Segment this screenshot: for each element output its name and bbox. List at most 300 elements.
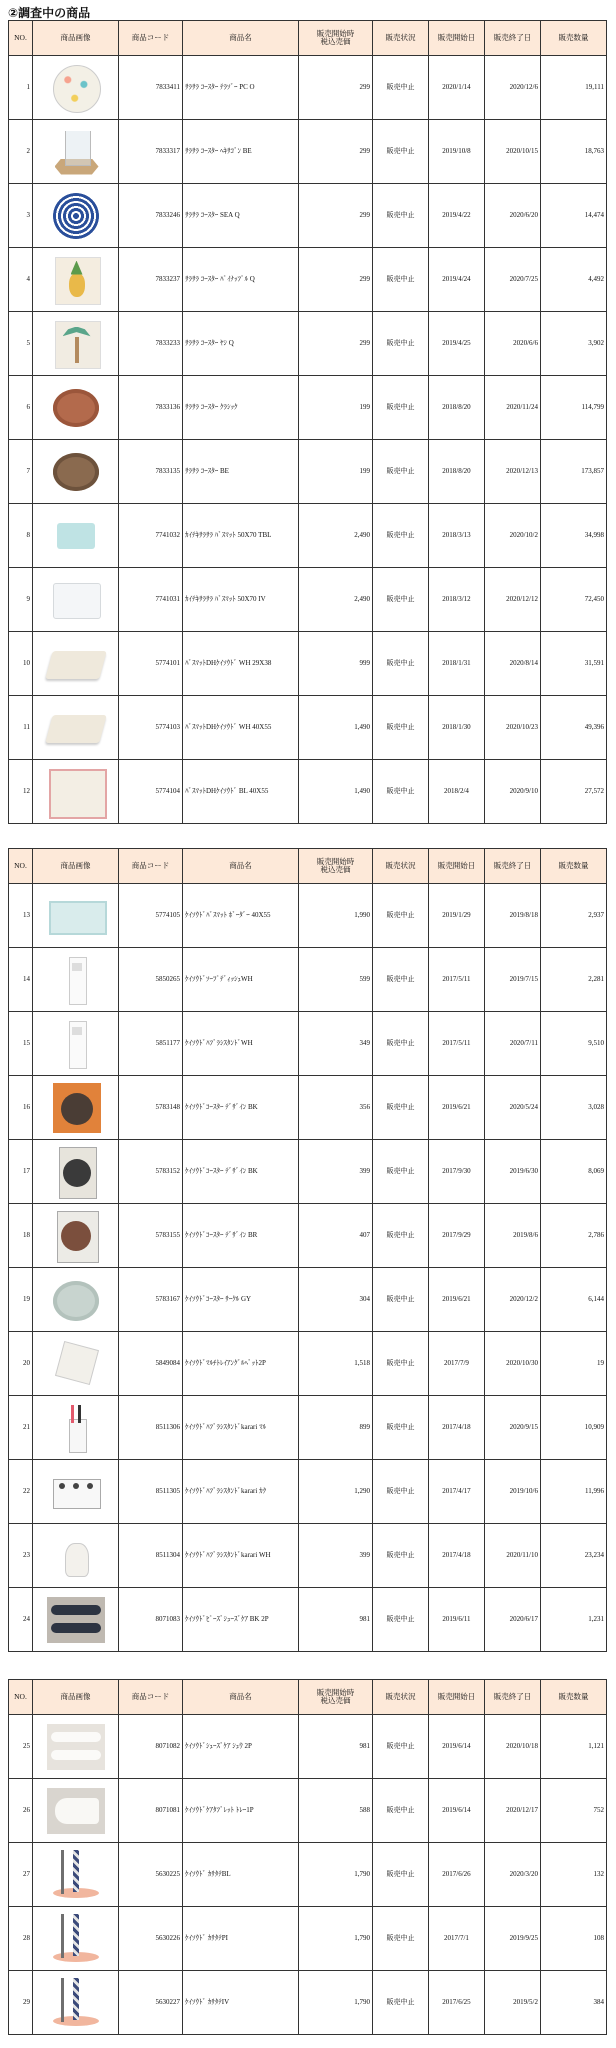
product-image-cell (33, 948, 119, 1012)
cell-qty: 23,234 (541, 1524, 607, 1588)
column-header-price: 販売開始時 税込売価 (299, 1680, 373, 1715)
cell-end-date: 2020/9/10 (485, 760, 541, 824)
cell-price: 981 (299, 1588, 373, 1652)
column-header-image: 商品画像 (33, 849, 119, 884)
cell-start-date: 2018/2/4 (429, 760, 485, 824)
product-image-cell (33, 376, 119, 440)
cell-status: 販売中止 (373, 1140, 429, 1204)
column-header-code: 商品コード (119, 21, 183, 56)
product-image-cell (33, 1204, 119, 1268)
cell-price: 399 (299, 1524, 373, 1588)
cell-code: 8071083 (119, 1588, 183, 1652)
cell-code: 7833135 (119, 440, 183, 504)
cell-price: 1,490 (299, 760, 373, 824)
cell-status: 販売中止 (373, 1268, 429, 1332)
product-image-cell (33, 1715, 119, 1779)
table-row (9, 1012, 607, 1076)
white-round-stand-image (45, 1529, 107, 1583)
cell-name: ｹｲｿｳﾄﾞｺｰｽﾀｰ ﾃﾞｻﾞｲﾝ BK (183, 1076, 299, 1140)
cell-qty: 384 (541, 1971, 607, 2035)
cell-end-date: 2019/6/30 (485, 1140, 541, 1204)
cell-status: 販売中止 (373, 1907, 429, 1971)
cell-qty: 8,069 (541, 1140, 607, 1204)
cell-status: 販売中止 (373, 1332, 429, 1396)
round-brown-coaster-image (45, 445, 107, 499)
cell-no: 22 (9, 1460, 33, 1524)
cell-start-date: 2017/7/9 (429, 1332, 485, 1396)
cell-price: 1,790 (299, 1907, 373, 1971)
cell-start-date: 2018/1/30 (429, 696, 485, 760)
toothbrush-stand-karari-image (45, 1401, 107, 1455)
cell-status: 販売中止 (373, 1588, 429, 1652)
white-bath-mat-image (45, 701, 107, 755)
table-row (9, 56, 607, 120)
cell-no: 26 (9, 1779, 33, 1843)
cell-qty: 1,231 (541, 1588, 607, 1652)
cell-status: 販売中止 (373, 440, 429, 504)
cell-start-date: 2019/6/14 (429, 1779, 485, 1843)
cell-no: 2 (9, 120, 33, 184)
table-row (9, 312, 607, 376)
cell-qty: 34,998 (541, 504, 607, 568)
cell-status: 販売中止 (373, 56, 429, 120)
cell-end-date: 2020/6/6 (485, 312, 541, 376)
cell-code: 8511305 (119, 1460, 183, 1524)
umbrella-stand-image (45, 1912, 107, 1966)
cell-start-date: 2019/4/22 (429, 184, 485, 248)
cell-code: 8511304 (119, 1524, 183, 1588)
white-block-stand-image (45, 1465, 107, 1519)
cell-start-date: 2017/9/30 (429, 1140, 485, 1204)
cell-name: ｹｲｿｳﾄﾞﾊﾞｽﾏｯﾄ ﾎﾞｰﾀﾞｰ 40X55 (183, 884, 299, 948)
cell-status: 販売中止 (373, 632, 429, 696)
cell-start-date: 2017/5/11 (429, 948, 485, 1012)
cell-end-date: 2020/6/17 (485, 1588, 541, 1652)
cell-name: ｻﾗｻﾗ ｺｰｽﾀｰ BE (183, 440, 299, 504)
column-header-price: 販売開始時 税込売価 (299, 849, 373, 884)
column-header-status: 販売状況 (373, 21, 429, 56)
cell-code: 5783167 (119, 1268, 183, 1332)
cell-end-date: 2020/3/20 (485, 1843, 541, 1907)
cell-code: 7833317 (119, 120, 183, 184)
white-bath-mat-image (45, 637, 107, 691)
cell-end-date: 2020/12/2 (485, 1268, 541, 1332)
cell-start-date: 2018/1/31 (429, 632, 485, 696)
product-image-cell (33, 1396, 119, 1460)
column-header-no: NO. (9, 21, 33, 56)
cell-start-date: 2019/6/14 (429, 1715, 485, 1779)
table-row (9, 568, 607, 632)
cell-end-date: 2020/5/24 (485, 1076, 541, 1140)
cell-name: ｻﾗｻﾗ ｺｰｽﾀｰ ﾔｼ Q (183, 312, 299, 376)
column-header-no: NO. (9, 849, 33, 884)
product-image-cell (33, 1076, 119, 1140)
umbrella-stand-image (45, 1976, 107, 2030)
cell-qty: 11,996 (541, 1460, 607, 1524)
cell-name: ﾊﾞｽﾏｯﾄDHｹｲｿｳﾄﾞ WH 29X38 (183, 632, 299, 696)
column-header-image: 商品画像 (33, 1680, 119, 1715)
round-terracotta-coaster-image (45, 381, 107, 435)
cell-name: ｻﾗｻﾗ ｺｰｽﾀｰ ﾍｷｻｺﾞﾝ BE (183, 120, 299, 184)
cell-no: 15 (9, 1012, 33, 1076)
cell-status: 販売中止 (373, 1460, 429, 1524)
cell-name: ｶｲﾃｷｻﾗｻﾗ ﾊﾞｽﾏｯﾄ 50X70 IV (183, 568, 299, 632)
cell-no: 6 (9, 376, 33, 440)
cell-price: 199 (299, 376, 373, 440)
table-row (9, 884, 607, 948)
cell-price: 2,490 (299, 504, 373, 568)
cell-start-date: 2017/5/11 (429, 1012, 485, 1076)
column-header-start-date: 販売開始日 (429, 1680, 485, 1715)
cell-name: ｹｲｿｳﾄﾞ ｶｻﾀﾃBL (183, 1843, 299, 1907)
cell-end-date: 2020/12/17 (485, 1779, 541, 1843)
framed-bath-mat-image (45, 765, 107, 819)
palm-tree-coaster-image (45, 317, 107, 371)
cell-code: 5783152 (119, 1140, 183, 1204)
table-row (9, 1715, 607, 1779)
cell-qty: 9,510 (541, 1012, 607, 1076)
table-row (9, 504, 607, 568)
table-row (9, 948, 607, 1012)
product-image-cell (33, 184, 119, 248)
cell-no: 25 (9, 1715, 33, 1779)
table-row (9, 1460, 607, 1524)
cell-name: ｻﾗｻﾗ ｺｰｽﾀｰ ﾊﾟｲﾅｯﾌﾟﾙ Q (183, 248, 299, 312)
product-image-cell (33, 696, 119, 760)
cell-code: 5783155 (119, 1204, 183, 1268)
cell-status: 販売中止 (373, 568, 429, 632)
cell-no: 11 (9, 696, 33, 760)
cell-price: 349 (299, 1012, 373, 1076)
product-image-cell (33, 632, 119, 696)
cell-no: 8 (9, 504, 33, 568)
white-tray-plate-image (45, 1784, 107, 1838)
dark-coaster-package-image (45, 1145, 107, 1199)
table-row (9, 184, 607, 248)
cell-code: 5630227 (119, 1971, 183, 2035)
cell-price: 1,518 (299, 1332, 373, 1396)
cell-no: 16 (9, 1076, 33, 1140)
soap-dish-package-image (45, 953, 107, 1007)
cell-start-date: 2019/6/21 (429, 1076, 485, 1140)
table-row (9, 1140, 607, 1204)
cell-status: 販売中止 (373, 1779, 429, 1843)
cell-start-date: 2017/4/17 (429, 1460, 485, 1524)
cell-start-date: 2019/6/11 (429, 1588, 485, 1652)
cell-name: ｶｲﾃｷｻﾗｻﾗ ﾊﾞｽﾏｯﾄ 50X70 TBL (183, 504, 299, 568)
cell-start-date: 2018/3/12 (429, 568, 485, 632)
table-row (9, 1268, 607, 1332)
cell-code: 7741031 (119, 568, 183, 632)
cell-status: 販売中止 (373, 1204, 429, 1268)
table-row (9, 760, 607, 824)
column-header-end-date: 販売終了日 (485, 21, 541, 56)
product-image-cell (33, 1971, 119, 2035)
cell-end-date: 2020/12/13 (485, 440, 541, 504)
cell-qty: 19,111 (541, 56, 607, 120)
cell-qty: 10,909 (541, 1396, 607, 1460)
cell-end-date: 2020/12/12 (485, 568, 541, 632)
table-row (9, 632, 607, 696)
cell-qty: 2,937 (541, 884, 607, 948)
cell-no: 12 (9, 760, 33, 824)
cell-end-date: 2019/5/2 (485, 1971, 541, 2035)
cell-qty: 72,450 (541, 568, 607, 632)
cell-name: ｹｲｿｳﾄﾞｺｰｽﾀｰ ｻｰｸﾙ GY (183, 1268, 299, 1332)
cell-code: 7833237 (119, 248, 183, 312)
column-header-qty: 販売数量 (541, 21, 607, 56)
cell-end-date: 2020/11/10 (485, 1524, 541, 1588)
orange-coaster-package-image (45, 1081, 107, 1135)
cell-code: 5630225 (119, 1843, 183, 1907)
cell-code: 7833136 (119, 376, 183, 440)
cell-end-date: 2020/10/30 (485, 1332, 541, 1396)
cell-no: 9 (9, 568, 33, 632)
cell-start-date: 2019/4/25 (429, 312, 485, 376)
cell-status: 販売中止 (373, 1971, 429, 2035)
product-image-cell (33, 1779, 119, 1843)
cell-code: 5851177 (119, 1012, 183, 1076)
umbrella-stand-image (45, 1848, 107, 1902)
cell-no: 24 (9, 1588, 33, 1652)
cell-status: 販売中止 (373, 1715, 429, 1779)
cell-start-date: 2018/8/20 (429, 440, 485, 504)
product-image-cell (33, 884, 119, 948)
column-header-name: 商品名 (183, 21, 299, 56)
light-blue-bath-mat-image (45, 509, 107, 563)
white-square-coasters-image (45, 1337, 107, 1391)
cell-qty: 752 (541, 1779, 607, 1843)
table-header-row (9, 849, 607, 884)
product-image-cell (33, 1588, 119, 1652)
cell-status: 販売中止 (373, 248, 429, 312)
cell-qty: 6,144 (541, 1268, 607, 1332)
cell-start-date: 2017/9/29 (429, 1204, 485, 1268)
cell-qty: 4,492 (541, 248, 607, 312)
cell-name: ｹｲｿｳﾄﾞﾋﾟｰｽﾞｼｭｰｽﾞｹｱ BK 2P (183, 1588, 299, 1652)
product-table-3 (8, 1679, 607, 2035)
cell-end-date: 2020/11/24 (485, 376, 541, 440)
cell-start-date: 2017/7/1 (429, 1907, 485, 1971)
product-table-2 (8, 848, 607, 1652)
column-header-image: 商品画像 (33, 21, 119, 56)
cell-no: 27 (9, 1843, 33, 1907)
cell-end-date: 2020/12/6 (485, 56, 541, 120)
cell-name: ｻﾗｻﾗ ｺｰｽﾀｰ ﾃﾗｿﾞｰ PC O (183, 56, 299, 120)
table-row (9, 1524, 607, 1588)
cell-status: 販売中止 (373, 184, 429, 248)
cell-qty: 14,474 (541, 184, 607, 248)
cell-qty: 108 (541, 1907, 607, 1971)
cell-name: ｹｲｿｳﾄﾞﾊﾌﾞﾗｼｽﾀﾝﾄﾞkarari WH (183, 1524, 299, 1588)
table-row (9, 1779, 607, 1843)
cell-price: 1,290 (299, 1460, 373, 1524)
table-row (9, 120, 607, 184)
cell-name: ｹｲｿｳﾄﾞｹｱﾀﾌﾞﾚｯﾄ ﾄﾚｰ1P (183, 1779, 299, 1843)
cell-price: 899 (299, 1396, 373, 1460)
cell-name: ｹｲｿｳﾄﾞｼｭｰｽﾞｹｱ ｼｭｳ 2P (183, 1715, 299, 1779)
cell-end-date: 2020/10/23 (485, 696, 541, 760)
cell-name: ｹｲｿｳﾄﾞ ｶｻﾀﾃIV (183, 1971, 299, 2035)
product-image-cell (33, 312, 119, 376)
product-image-cell (33, 760, 119, 824)
cell-name: ｹｲｿｳﾄﾞｺｰｽﾀｰ ﾃﾞｻﾞｲﾝ BK (183, 1140, 299, 1204)
cell-no: 20 (9, 1332, 33, 1396)
round-mosaic-coaster-image (45, 189, 107, 243)
cell-status: 販売中止 (373, 1524, 429, 1588)
column-header-start-date: 販売開始日 (429, 849, 485, 884)
cell-end-date: 2020/10/18 (485, 1715, 541, 1779)
product-image-cell (33, 1460, 119, 1524)
cell-status: 販売中止 (373, 376, 429, 440)
cell-qty: 2,786 (541, 1204, 607, 1268)
product-table-1 (8, 20, 607, 824)
product-image-cell (33, 1524, 119, 1588)
table-header-row (9, 21, 607, 56)
cell-code: 7833246 (119, 184, 183, 248)
cell-price: 299 (299, 184, 373, 248)
cell-price: 1,490 (299, 696, 373, 760)
brush-stand-package-image (45, 1017, 107, 1071)
cell-qty: 49,396 (541, 696, 607, 760)
column-header-end-date: 販売終了日 (485, 849, 541, 884)
cell-name: ﾊﾞｽﾏｯﾄDHｹｲｿｳﾄﾞ BL 40X55 (183, 760, 299, 824)
cell-no: 18 (9, 1204, 33, 1268)
cell-price: 199 (299, 440, 373, 504)
cell-code: 5783148 (119, 1076, 183, 1140)
cell-start-date: 2019/4/24 (429, 248, 485, 312)
cell-start-date: 2018/8/20 (429, 376, 485, 440)
cell-start-date: 2019/10/8 (429, 120, 485, 184)
cell-price: 407 (299, 1204, 373, 1268)
cell-no: 28 (9, 1907, 33, 1971)
table-row (9, 1907, 607, 1971)
cell-end-date: 2020/7/25 (485, 248, 541, 312)
cell-name: ｹｲｿｳﾄﾞﾏﾙﾁﾄﾚｲｱﾝｸﾞﾙﾍﾞｯﾄ2P (183, 1332, 299, 1396)
cell-name: ｹｲｿｳﾄﾞﾊﾌﾞﾗｼｽﾀﾝﾄﾞWH (183, 1012, 299, 1076)
cell-price: 1,790 (299, 1971, 373, 2035)
black-shoe-keepers-image (45, 1593, 107, 1647)
table-row (9, 376, 607, 440)
column-header-no: NO. (9, 1680, 33, 1715)
cell-start-date: 2017/4/18 (429, 1524, 485, 1588)
pineapple-coaster-image (45, 253, 107, 307)
cell-price: 304 (299, 1268, 373, 1332)
cell-price: 1,790 (299, 1843, 373, 1907)
cell-status: 販売中止 (373, 504, 429, 568)
cell-price: 299 (299, 248, 373, 312)
cell-price: 1,990 (299, 884, 373, 948)
cell-price: 2,490 (299, 568, 373, 632)
table-row (9, 248, 607, 312)
cell-price: 356 (299, 1076, 373, 1140)
cell-end-date: 2019/10/6 (485, 1460, 541, 1524)
cell-code: 5630226 (119, 1907, 183, 1971)
cell-qty: 19 (541, 1332, 607, 1396)
cell-end-date: 2020/9/15 (485, 1396, 541, 1460)
glass-on-hexagon-coaster-image (45, 125, 107, 179)
column-header-code: 商品コード (119, 849, 183, 884)
cell-code: 7833233 (119, 312, 183, 376)
table-row (9, 1971, 607, 2035)
product-image-cell (33, 1140, 119, 1204)
cell-no: 21 (9, 1396, 33, 1460)
cell-status: 販売中止 (373, 948, 429, 1012)
column-header-qty: 販売数量 (541, 849, 607, 884)
column-header-status: 販売状況 (373, 1680, 429, 1715)
cell-no: 3 (9, 184, 33, 248)
cell-qty: 1,121 (541, 1715, 607, 1779)
cell-status: 販売中止 (373, 312, 429, 376)
cell-name: ｹｲｿｳﾄﾞｺｰｽﾀｰ ﾃﾞｻﾞｲﾝ BR (183, 1204, 299, 1268)
cell-code: 8071082 (119, 1715, 183, 1779)
cell-name: ｹｲｿｳﾄﾞﾊﾌﾞﾗｼｽﾀﾝﾄﾞkarari ﾏﾙ (183, 1396, 299, 1460)
cell-price: 599 (299, 948, 373, 1012)
cell-price: 299 (299, 56, 373, 120)
table-row (9, 1332, 607, 1396)
cell-name: ｻﾗｻﾗ ｺｰｽﾀｰ ｸﾗｼｯｸ (183, 376, 299, 440)
table-header-row (9, 1680, 607, 1715)
cell-qty: 18,763 (541, 120, 607, 184)
product-image-cell (33, 568, 119, 632)
cell-end-date: 2019/7/15 (485, 948, 541, 1012)
cell-status: 販売中止 (373, 120, 429, 184)
cell-name: ﾊﾞｽﾏｯﾄDHｹｲｿｳﾄﾞ WH 40X55 (183, 696, 299, 760)
cell-status: 販売中止 (373, 884, 429, 948)
cell-end-date: 2020/10/2 (485, 504, 541, 568)
cell-qty: 114,799 (541, 376, 607, 440)
table-row (9, 696, 607, 760)
cell-end-date: 2020/10/15 (485, 120, 541, 184)
cell-no: 29 (9, 1971, 33, 2035)
table-row (9, 1076, 607, 1140)
cell-qty: 132 (541, 1843, 607, 1907)
cell-price: 299 (299, 120, 373, 184)
cell-qty: 27,572 (541, 760, 607, 824)
product-image-cell (33, 440, 119, 504)
cell-code: 5774105 (119, 884, 183, 948)
cell-status: 販売中止 (373, 1076, 429, 1140)
column-header-price: 販売開始時 税込売価 (299, 21, 373, 56)
cell-end-date: 2020/7/11 (485, 1012, 541, 1076)
clear-bath-mat-image (45, 573, 107, 627)
product-image-cell (33, 248, 119, 312)
cell-status: 販売中止 (373, 1012, 429, 1076)
cell-end-date: 2019/9/25 (485, 1907, 541, 1971)
cell-start-date: 2019/6/21 (429, 1268, 485, 1332)
cell-price: 981 (299, 1715, 373, 1779)
product-image-cell (33, 1268, 119, 1332)
cell-no: 23 (9, 1524, 33, 1588)
cell-no: 17 (9, 1140, 33, 1204)
product-image-cell (33, 1332, 119, 1396)
border-bath-mat-image (45, 889, 107, 943)
column-header-code: 商品コード (119, 1680, 183, 1715)
column-header-status: 販売状況 (373, 849, 429, 884)
cell-price: 399 (299, 1140, 373, 1204)
cell-status: 販売中止 (373, 760, 429, 824)
cell-code: 5774101 (119, 632, 183, 696)
cell-code: 5774103 (119, 696, 183, 760)
cell-name: ｹｲｿｳﾄﾞﾊﾌﾞﾗｼｽﾀﾝﾄﾞkarari ｶｸ (183, 1460, 299, 1524)
cell-start-date: 2017/6/25 (429, 1971, 485, 2035)
cell-end-date: 2019/8/6 (485, 1204, 541, 1268)
cell-start-date: 2018/3/13 (429, 504, 485, 568)
cell-code: 7741032 (119, 504, 183, 568)
cell-status: 販売中止 (373, 1843, 429, 1907)
column-header-name: 商品名 (183, 849, 299, 884)
column-header-end-date: 販売終了日 (485, 1680, 541, 1715)
